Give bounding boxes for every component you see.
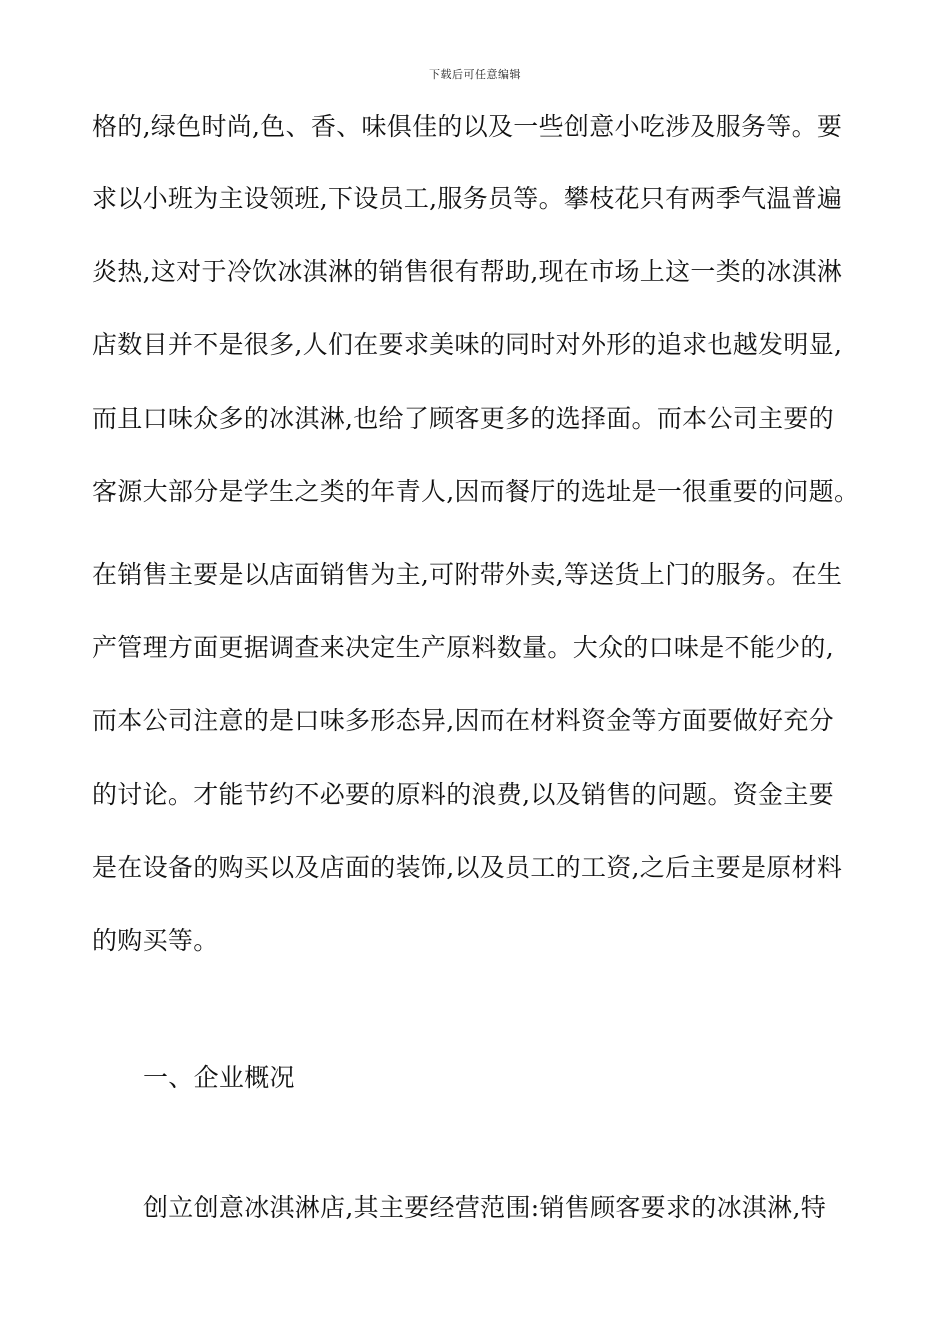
page-header-note: 下载后可任意编辑 [429,68,521,81]
paragraph-line: 格的,绿色时尚,色、香、味俱佳的以及一些创意小吃涉及服务等。要 [92,112,843,141]
paragraph-line: 是在设备的购买以及店面的装饰,以及员工的工资,之后主要是原材料 [92,853,843,882]
paragraph-line: 店数目并不是很多,人们在要求美味的同时对外形的追求也越发明显, [92,330,843,359]
paragraph-line: 而且口味众多的冰淇淋,也给了顾客更多的选择面。而本公司主要的 [92,404,834,433]
paragraph-line: 客源大部分是学生之类的年青人,因而餐厅的选址是一很重要的问题。 [92,477,860,506]
paragraph-line: 产管理方面更据调查来决定生产原料数量。大众的口味是不能少的, [92,633,834,662]
paragraph-line: 而本公司注意的是口味多形态异,因而在材料资金等方面要做好充分 [92,706,834,735]
paragraph-line: 的购买等。 [92,926,219,955]
section-heading: 一、企业概况 [143,1063,295,1092]
paragraph-line: 求以小班为主设领班,下设员工,服务员等。攀枝花只有两季气温普遍 [92,184,843,213]
paragraph-line: 炎热,这对于冷饮冰淇淋的销售很有帮助,现在市场上这一类的冰淇淋 [92,257,843,286]
paragraph-line: 创立创意冰淇淋店,其主要经营范围:销售顾客要求的冰淇淋,特 [143,1193,827,1222]
paragraph-line: 的讨论。才能节约不必要的原料的浪费,以及销售的问题。资金主要 [92,780,834,809]
paragraph-line: 在销售主要是以店面销售为主,可附带外卖,等送货上门的服务。在生 [92,560,843,589]
